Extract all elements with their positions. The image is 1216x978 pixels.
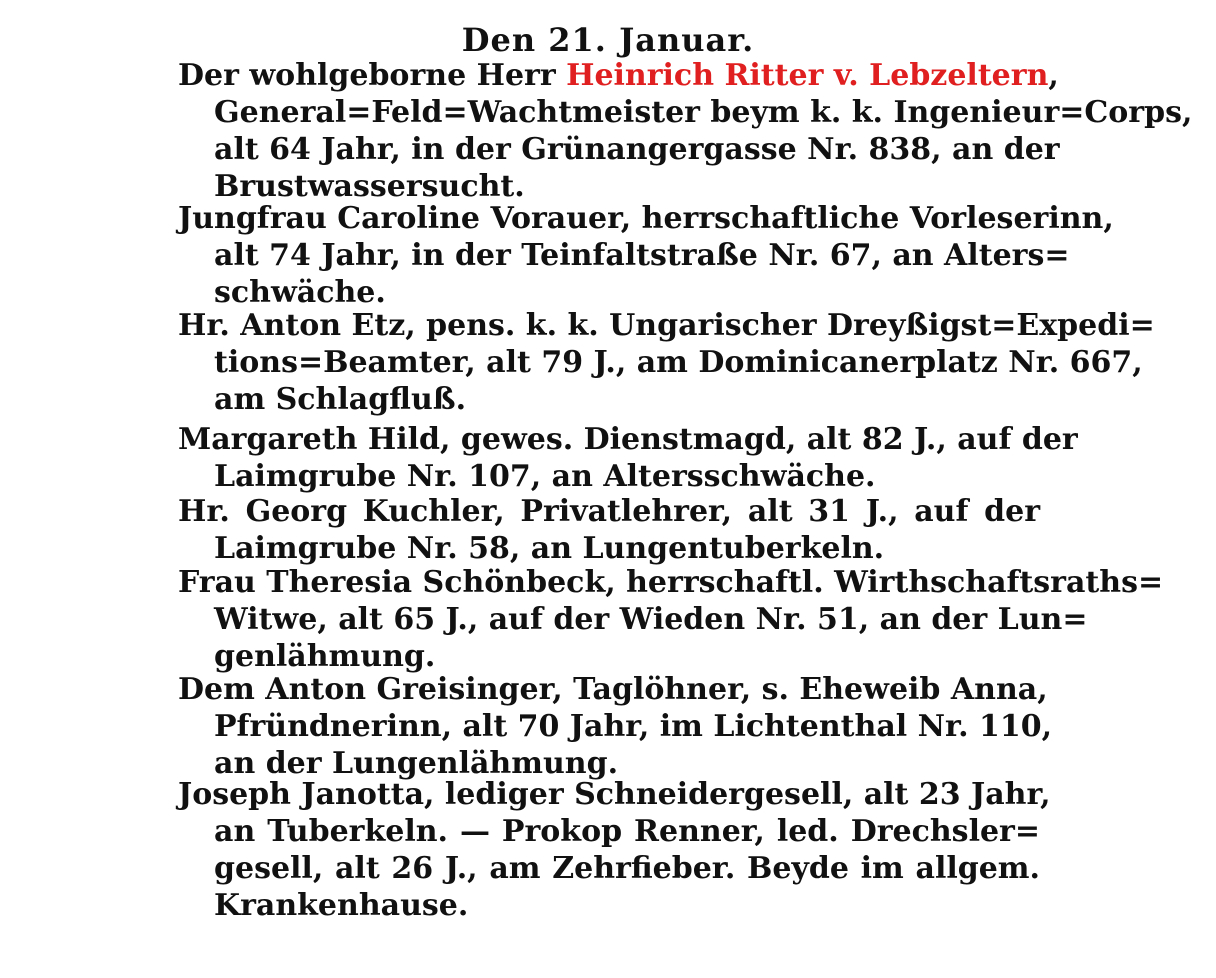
entry-line: alt 64 Jahr, in der Grünangergasse Nr. 838, an der <box>214 132 1060 167</box>
entry-line: Jungfrau Caroline Vorauer, herrschaftliche Vorleserinn, <box>178 201 1114 236</box>
death-entry-hild <box>178 421 1078 495</box>
highlighted-name: Heinrich Ritter v. Lebzeltern <box>566 58 1049 93</box>
date-heading: Den 21. Januar. <box>461 21 755 59</box>
entry-line: Dem Anton Greisinger, Taglöhner, s. Eheweib Anna, <box>178 672 1048 707</box>
death-entry-kuchler <box>178 493 1040 567</box>
entry-line: Hr. Georg Kuchler, Privatlehrer, alt 31 J., auf der <box>178 494 1040 529</box>
entry-line: Margareth Hild, gewes. Dienstmagd, alt 82 J., auf der <box>178 422 1078 457</box>
entry-line: Krankenhause. <box>214 888 469 923</box>
entry-line: Hr. Anton Etz, pens. k. k. Ungarischer Dreyßigst=Expedi= <box>178 308 1155 343</box>
entry-line: alt 74 Jahr, in der Teinfaltstraße Nr. 67, an Alters= <box>214 238 1070 273</box>
death-entry-schoenbeck <box>178 564 1164 675</box>
entry-line: gesell, alt 26 J., am Zehrfieber. Beyde im allgem. <box>214 851 1040 886</box>
entry-line: Laimgrube Nr. 58, an Lungentuberkeln. <box>214 531 885 566</box>
entry-line: an Tuberkeln. — Prokop Renner, led. Drechsler= <box>214 814 1040 849</box>
death-entry-etz <box>178 307 1155 418</box>
entry-line <box>178 57 1059 94</box>
entry-line: Joseph Janotta, lediger Schneidergesell, alt 23 Jahr, <box>178 777 1051 812</box>
entry-line: Laimgrube Nr. 107, an Altersschwäche. <box>214 459 876 494</box>
death-entry-lebzeltern <box>178 57 1193 205</box>
entry-line: schwäche. <box>214 275 386 310</box>
entry-line: genlähmung. <box>214 639 436 674</box>
death-entry-janotta-renner <box>178 776 1051 924</box>
death-entry-greisinger <box>178 671 1053 782</box>
entry-line: tions=Beamter, alt 79 J., am Dominicanerplatz Nr. 667, <box>214 345 1143 380</box>
entry-line: Brustwassersucht. <box>214 169 525 204</box>
entry-line: am Schlagfluß. <box>214 382 467 417</box>
entry-line: Witwe, alt 65 J., auf der Wieden Nr. 51, an der Lun= <box>214 602 1088 637</box>
entry-text: , <box>1048 58 1059 93</box>
entry-line: Frau Theresia Schönbeck, herrschaftl. Wirthschaftsraths= <box>178 565 1164 600</box>
entry-line: General=Feld=Wachtmeister beym k. k. Ingenieur=Corps, <box>214 95 1193 130</box>
entry-line: Pfründnerinn, alt 70 Jahr, im Lichtenthal Nr. 110, <box>214 709 1053 744</box>
death-entry-vorauer <box>178 200 1114 311</box>
entry-text: Der wohlgeborne Herr <box>178 58 567 93</box>
entry-line: an der Lungenlähmung. <box>214 746 619 781</box>
